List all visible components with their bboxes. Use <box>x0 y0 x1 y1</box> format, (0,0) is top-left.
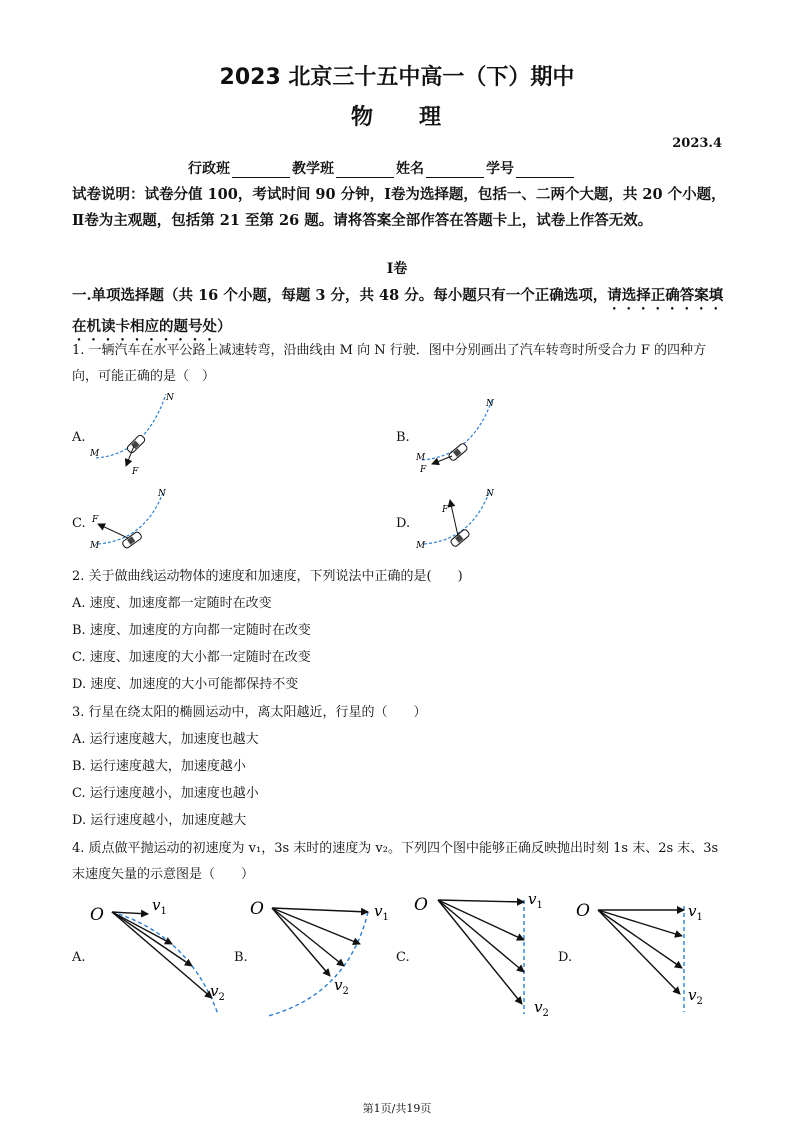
label-n: N <box>486 489 494 499</box>
q2-option-d[interactable]: D. 速度、加速度的大小可能都保持不变 <box>72 677 299 692</box>
exam-instructions: 试卷说明：试卷分值 100，考试时间 90 分钟，Ⅰ卷为选择题，包括一、二两个大题，共 20 个小题，Ⅱ卷为主观题，包括第 21 至第 26 题。请将答案全部作答在答题卡上，试卷上作答无效。 <box>72 186 726 229</box>
velocity-arrow-2s <box>598 910 682 968</box>
q1-diagram-d <box>412 486 512 556</box>
field-admin-class: 行政班 <box>188 161 230 177</box>
velocity-arrow-v2 <box>112 912 212 998</box>
label-f: F <box>420 465 427 475</box>
q3-option-a[interactable]: A. 运行速度越大，加速度也越大 <box>72 732 259 747</box>
q4-option-d-label[interactable]: D. <box>558 950 573 965</box>
q4-diagram-a <box>88 894 238 1024</box>
blank-student-id[interactable] <box>516 163 574 178</box>
label-v2: $v_2$ <box>688 986 703 1007</box>
q3-option-d[interactable]: D. 运行速度越小，加速度越大 <box>72 813 247 828</box>
volume-heading: Ⅰ卷 <box>386 261 408 277</box>
blank-name[interactable] <box>426 163 484 178</box>
label-origin: O <box>90 905 104 925</box>
label-n: N <box>158 489 166 499</box>
trajectory-path <box>268 912 368 1016</box>
velocity-arrow-v2 <box>438 900 522 1004</box>
label-m: M <box>90 449 100 459</box>
velocity-arrow-v2 <box>272 908 330 976</box>
force-arrow <box>450 500 458 536</box>
label-f: F <box>442 505 449 515</box>
car-icon <box>126 434 146 454</box>
question-4-text: 4. 质点做平抛运动的初速度为 v₁，3s 末时的速度为 v₂。下列四个图中能够正确反映抛出时刻 1s 末、2s 末、3s 末速度矢量的示意图是（ ） <box>72 841 719 882</box>
q4-diagram-b <box>248 894 398 1024</box>
label-v1: $v_1$ <box>688 902 703 923</box>
force-arrow <box>98 524 128 538</box>
label-m: M <box>90 541 100 551</box>
label-origin: O <box>414 895 428 915</box>
q1-diagram-a <box>86 392 186 482</box>
label-m: M <box>416 453 426 463</box>
section-heading <box>72 282 726 344</box>
subject-char-2: 理 <box>419 105 444 130</box>
exam-title: 2023 北京三十五中高一（下）期中 <box>219 65 575 90</box>
label-m: M <box>416 541 426 551</box>
label-origin: O <box>250 899 264 919</box>
student-info-line <box>188 158 576 178</box>
velocity-arrow-v1 <box>438 900 524 902</box>
label-v2: $v_2$ <box>334 976 349 997</box>
label-v2: $v_2$ <box>210 982 225 1003</box>
car-icon <box>450 529 470 548</box>
q1-option-c-label[interactable]: C. <box>72 516 86 531</box>
label-f: F <box>92 515 99 525</box>
label-v1: $v_1$ <box>374 902 389 923</box>
q4-diagram-d <box>574 894 724 1024</box>
velocity-arrow-v1 <box>112 912 148 914</box>
q1-option-a-label[interactable]: A. <box>72 430 86 445</box>
label-n: N <box>486 399 494 409</box>
subject-char-1: 物 <box>350 105 375 130</box>
q1-diagram-c <box>86 486 186 556</box>
q3-option-b[interactable]: B. 运行速度越大，加速度越小 <box>72 759 246 774</box>
velocity-arrow-v1 <box>272 908 368 912</box>
label-origin: O <box>576 901 590 921</box>
page-number: 第1页/共19页 <box>362 1102 432 1115</box>
velocity-arrow-1s <box>272 908 360 944</box>
blank-teaching-class[interactable] <box>336 163 394 178</box>
force-arrow <box>432 456 452 464</box>
q2-option-a[interactable]: A. 速度、加速度都一定随时在改变 <box>72 596 272 611</box>
section-close: ） <box>217 318 232 335</box>
subject-title <box>0 100 794 131</box>
velocity-arrow-2s <box>272 908 344 966</box>
q2-option-b[interactable]: B. 速度、加速度的方向都一定随时在改变 <box>72 623 311 638</box>
q1-diagram-b <box>412 398 512 488</box>
q3-option-c[interactable]: C. 运行速度越小，加速度也越小 <box>72 786 259 801</box>
q2-option-c[interactable]: C. 速度、加速度的大小都一定随时在改变 <box>72 650 311 665</box>
label-v1: $v_1$ <box>528 890 543 911</box>
trajectory-path <box>112 912 218 1014</box>
label-v1: $v_1$ <box>152 896 167 917</box>
q4-option-a-label[interactable]: A. <box>72 950 86 965</box>
q1-option-b-label[interactable]: B. <box>396 430 410 445</box>
blank-admin-class[interactable] <box>232 163 290 178</box>
label-n: N <box>166 393 174 403</box>
question-1-text: 1. 一辆汽车在水平公路上减速转弯，沿曲线由 M 向 N 行驶．图中分别画出了汽车转弯时所受合力 F 的四种方向，可能正确的是（ ） <box>72 343 707 384</box>
question-3-text: 3. 行星在绕太阳的椭圆运动中，离太阳越近，行星的（ ） <box>72 705 427 720</box>
velocity-arrow-2s <box>112 912 192 966</box>
field-name: 姓名 <box>396 161 424 177</box>
section-emphasis: 请选择正确答案填在机读卡相应的题号处 <box>72 287 724 335</box>
field-teaching-class: 教学班 <box>292 161 334 177</box>
label-v2: $v_2$ <box>534 998 549 1019</box>
q4-option-c-label[interactable]: C. <box>396 950 410 965</box>
q1-option-d-label[interactable]: D. <box>396 516 411 531</box>
label-f: F <box>132 467 139 477</box>
question-2-text: 2. 关于做曲线运动物体的速度和加速度，下列说法中正确的是( ) <box>72 569 463 584</box>
field-student-id: 学号 <box>486 161 514 177</box>
velocity-arrow-1s <box>438 900 524 940</box>
velocity-arrow-2s <box>438 900 524 972</box>
q4-option-b-label[interactable]: B. <box>234 950 248 965</box>
exam-date: 2023.4 <box>672 136 722 151</box>
q4-diagram-c <box>410 892 560 1022</box>
section-main: 一.单项选择题（共 16 个小题，每题 3 分，共 48 分。每小题只有一个正确选项， <box>72 287 608 304</box>
